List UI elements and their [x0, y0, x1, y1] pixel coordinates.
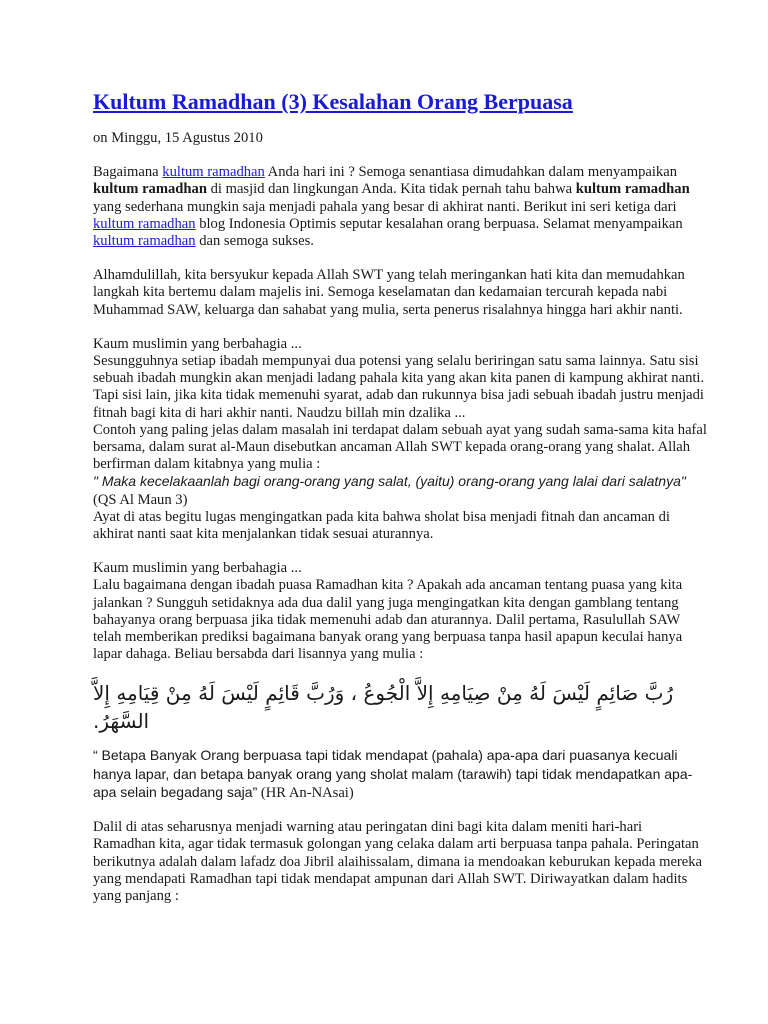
intro-paragraph [93, 164, 708, 250]
kultum-link-1[interactable]: kultum ramadhan [162, 164, 265, 181]
intro-text: Bagaimana [93, 164, 163, 181]
kultum-bold-2: kultum ramadhan [575, 181, 690, 198]
closing-paragraph: Dalil di atas seharusnya menjadi warning atau peringatan dini bagi kita dalam meniti hari-hari Ramadhan kita, agar tidak termasuk golongan yang celaka dalam arti berpuasa tanpa pahala. Peringatan berikutnya adalah dalam lafadz doa Jibril alaihissalam, dimana ia mendoakan keburukan kepada mereka yang mendapati Ramadhan tapi tidak mendapat ampunan dari Allah SWT. Diriwayatkan dalam hadits yang panjang : [93, 819, 703, 904]
greeting-2: Kaum muslimin yang berbahagia ... [93, 560, 302, 577]
article-title [93, 88, 708, 116]
quran-quote-text: " Maka kecelakaanlah bagi orang-orang yang salat, (yaitu) orang-orang yang lalai dari salatnya" [93, 473, 686, 490]
kultum-bold-1: kultum ramadhan [93, 181, 207, 198]
hadith-translation-text: “ Betapa Banyak Orang berpuasa tapi tidak mendapat (pahala) apa-apa dari puasanya kecuali hanya lapar, dan betapa banyak orang yang sholat malam (tarawih) tapi tidak mendapatkan apa-apa selain begadang saja” [93, 747, 693, 800]
article-title-link[interactable]: Kultum Ramadhan (3) Kesalahan Orang Berpuasa [93, 89, 573, 114]
intro-text: blog Indonesia Optimis seputar kesalahan orang berpuasa. Selamat menyampaikan [195, 215, 683, 232]
arabic-hadith-text: رُبَّ صَائِمٍ لَيْسَ لَهُ مِنْ صِيَامِهِ إِلاَّ الْجُوعُ ، وَرُبَّ قَائِمٍ لَيْسَ لَهُ مِنْ قِيَامِهِ إِلاَّ السَّهَرُ. [93, 681, 674, 734]
opening-paragraph: Alhamdulillah, kita bersyukur kepada Allah SWT yang telah meringankan hati kita dan memudahkan langkah kita bertemu dalam majelis ini. Semoga keselamatan dan kedamaian tercurah kepada nabi Muhammad SAW, keluarga dan sahabat yang mulia, serta penerus risalahnya hingga hari akhir nanti. [93, 267, 685, 318]
puasa-paragraph: Lalu bagaimana dengan ibadah puasa Ramadhan kita ? Apakah ada ancaman tentang puasa yang kita jalankan ? Sungguh setidaknya ada dua dalil yang juga mengingatkan kita dengan gamblang tentang bahayanya orang berpuasa jika tidak memenuhi adab dan aturannya. Dalil pertama, Rasulullah SAW telah memberikan prediksi bagaimana banyak orang yang berpuasa tanpa hasil apapun keculai hanya lapar dahaga. Beliau bersabda dari lisannya yang mulia : [93, 577, 683, 663]
intro-text: dan semoga sukses. [195, 233, 314, 250]
quran-quote-ref: (QS Al Maun 3) [93, 491, 188, 508]
intro-text: yang sederhana mungkin saja menjadi pahala yang besar di akhirat nanti. Berikut ini seri ketiga dari [93, 198, 677, 215]
verse-explanation: Ayat di atas begitu lugas mengingatkan pada kita bahwa sholat bisa menjadi fitnah dan ancaman di akhirat nanti saat kita menjalankan tidak sesuai aturannya. [93, 508, 670, 543]
ibadah-paragraph: Sesungguhnya setiap ibadah mempunyai dua potensi yang selalu beriringan satu sama lainnya. Satu sisi sebuah ibadah mungkin akan menjadi ladang pahala kita yang akan kita panen di kampung akhirat nanti. Tapi sisi lain, jika kita tidak memenuhi syarat, adab dan rukunnya bisa jadi sebuah ibadah justru menjadi fitnah bagi kita di hari akhir nanti. Naudzu billah min dzalika ... [93, 353, 705, 421]
date-line: on Minggu, 15 Agustus 2010 [93, 130, 263, 146]
quran-quote [93, 473, 708, 508]
kultum-link-3[interactable]: kultum ramadhan [93, 233, 196, 250]
hadith-translation [93, 747, 708, 802]
kultum-link-2[interactable]: kultum ramadhan [93, 215, 196, 232]
example-paragraph: Contoh yang paling jelas dalam masalah ini terdapat dalam sebuah ayat yang sudah sama-sama kita hafal bersama, dalam surat al-Maun disebutkan ancaman Allah SWT kepada orang-orang yang shalat. Allah berfirman dalam kitabnya yang mulia : [93, 421, 707, 473]
arabic-hadith [93, 679, 708, 735]
intro-text: di masjid dan lingkungan Anda. Kita tidak pernah tahu bahwa [206, 181, 576, 198]
section-two [93, 560, 708, 663]
intro-text: Anda hari ini ? Semoga senantiasa dimudahkan dalam menyampaikan [264, 164, 677, 181]
section-one [93, 336, 708, 543]
greeting-1: Kaum muslimin yang berbahagia ... [93, 335, 302, 352]
hadith-ref: (HR An-NAsai) [257, 784, 354, 801]
